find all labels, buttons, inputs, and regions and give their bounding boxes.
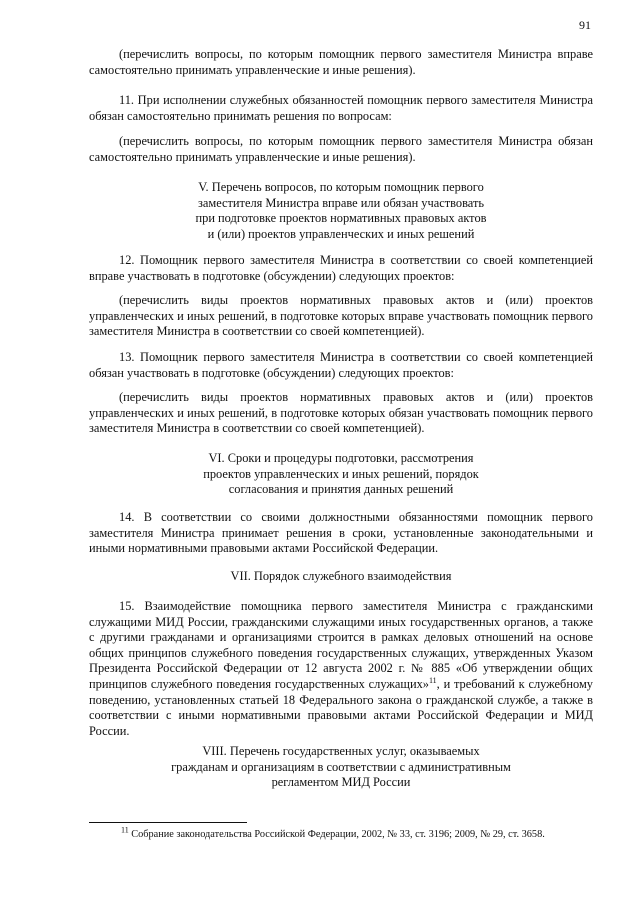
section-heading-vii <box>89 569 593 585</box>
paragraph-14: 14. В соответствии со своими должностными обязанностями помощник первого заместителя Министра принимает решения в сроки, установленные законодательными и иными нормативными правовыми актами Российской Федерации. <box>89 510 593 556</box>
paragraph-optional-projects: (перечислить виды проектов нормативных правовых актов и (или) проектов управленческих и иных решений, в подготовке которых вправе участвовать помощник первого заместителя Министра в соответствии со своей компетенцией). <box>89 293 593 339</box>
footnote-reference[interactable]: 11 <box>428 675 437 685</box>
heading-line: при подготовке проектов нормативных правовых актов <box>195 211 487 226</box>
heading-line: и (или) проектов управленческих и иных решений <box>207 226 475 241</box>
section-heading-v <box>89 180 593 242</box>
footnote <box>121 825 545 840</box>
paragraph-13: 13. Помощник первого заместителя Министра в соответствии со своей компетенцией обязан участвовать в подготовке (обсуждении) следующих проектов: <box>89 350 593 380</box>
page-number: 91 <box>579 18 591 32</box>
paragraph-15-text-continued: , и требований к служебному поведению, установленных статьей 18 Федерального закона о гражданской службе, а также в соответствии с иными нормативными правовыми актами Российской Федерации и МИД России. <box>89 676 593 738</box>
section-heading-viii <box>89 744 593 791</box>
heading-line: гражданам и организациям в соответствии с административным <box>171 759 511 774</box>
paragraph-optional-questions: (перечислить вопросы, по которым помощник первого заместителя Министра вправе самостоятельно принимать управленческие и иные решения). <box>89 47 593 77</box>
paragraph-mandatory-projects: (перечислить виды проектов нормативных правовых актов и (или) проектов управленческих и иных решений, в подготовке которых обязан участвовать помощник первого заместителя Министра в соответствии со своей компетенцией). <box>89 390 593 436</box>
paragraph-15 <box>89 599 593 739</box>
heading-line: VIII. Перечень государственных услуг, оказываемых <box>202 744 480 758</box>
footnote-text: Собрание законодательства Российской Федерации, 2002, № 33, ст. 3196; 2009, № 29, ст. 3658. <box>131 829 545 840</box>
heading-line: проектов управленческих и иных решений, порядок <box>203 466 479 481</box>
section-heading-vi <box>89 451 593 498</box>
heading-line: регламентом МИД России <box>271 775 411 790</box>
heading-line: V. Перечень вопросов, по которым помощник первого <box>198 180 484 194</box>
paragraph-mandatory-questions: (перечислить вопросы, по которым помощник первого заместителя Министра обязан самостоятельно принимать управленческие и иные решения). <box>89 134 593 164</box>
paragraph-15-text: 15. Взаимодействие помощника первого заместителя Министра с гражданскими служащими МИД России, гражданскими служащими иных государственных органов, а также с другими гражданами и организациями строится в рамках деловых отношений на основе общих принципов служебного поведения государственных служащих, утвержденных Указом Президента Российской Федерации от 12 августа 2002 г. № 885 «Об утверждении общих принципов служебного поведения государственных служащих» <box>89 599 593 691</box>
heading-line: VII. Порядок служебного взаимодействия <box>230 569 452 583</box>
heading-line: VI. Сроки и процедуры подготовки, рассмотрения <box>208 451 474 465</box>
paragraph-11: 11. При исполнении служебных обязанностей помощник первого заместителя Министра обязан самостоятельно принимать решения по вопросам: <box>89 93 593 123</box>
paragraph-12: 12. Помощник первого заместителя Министра в соответствии со своей компетенцией вправе участвовать в подготовке (обсуждении) следующих проектов: <box>89 253 593 283</box>
heading-line: заместителя Министра вправе или обязан участвовать <box>197 195 485 210</box>
footnote-marker: 11 <box>121 825 129 835</box>
footnote-separator <box>89 822 247 823</box>
heading-line: согласования и принятия данных решений <box>228 482 454 497</box>
